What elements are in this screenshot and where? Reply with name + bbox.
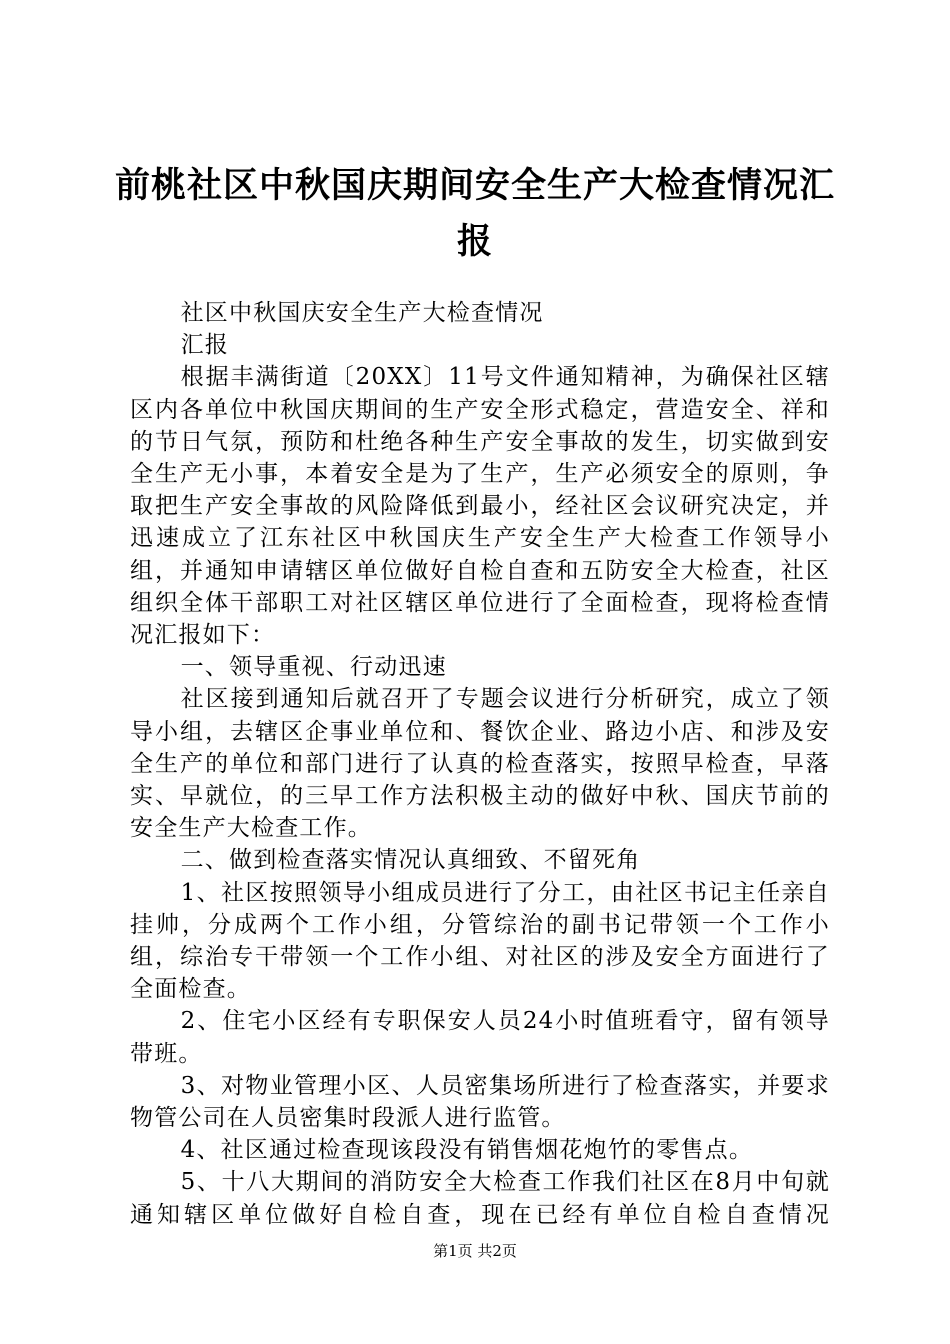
paragraph: 汇报 [180, 332, 229, 359]
section-heading: 二、做到检查落实情况认真细致、不留死角 [180, 847, 641, 874]
list-item: 5、十八大期间的消防安全大检查工作我们社区在8月中旬就通知辖区单位做好自检自查，现在已经有单位自检自查情况 [130, 1169, 830, 1228]
document-title: 前桃社区中秋国庆期间安全生产大检查情况汇报 [114, 165, 835, 262]
page-footer: 第1页 共2页 [433, 1242, 517, 1260]
list-item: 1、社区按照领导小组成员进行了分工，由社区书记主任亲自挂帅，分成两个工作小组，分管综治的副书记带领一个工作小组，综治专干带领一个工作小组、对社区的涉及安全方面进行了全面检查。 [130, 879, 830, 1003]
document-body [130, 297, 830, 1231]
paragraph: 社区接到通知后就召开了专题会议进行分析研究，成立了领导小组，去辖区企事业单位和、餐饮企业、路边小店、和涉及安全生产的单位和部门进行了认真的检查落实，按照早检查，早落实、早就位，的三早工作方法积极主动的做好中秋、国庆节前的安全生产大检查工作。 [130, 686, 830, 842]
list-item: 4、社区通过检查现该段没有销售烟花炮竹的零售点。 [180, 1137, 754, 1164]
list-item: 2、住宅小区经有专职保安人员24小时值班看守，留有领导带班。 [130, 1008, 830, 1067]
section-heading: 一、领导重视、行动迅速 [180, 654, 447, 681]
paragraph: 根据丰满街道〔20XX〕11号文件通知精神，为确保社区辖区内各单位中秋国庆期间的生产安全形式稳定，营造安全、祥和的节日气氛，预防和杜绝各种生产安全事故的发生，切实做到安全生产无小事，本着安全是为了生产，生产必须安全的原则，争取把生产安全事故的风险降低到最小，经社区会议研究决定，并迅速成立了江东社区中秋国庆生产安全生产大检查工作领导小组，并通知申请辖区单位做好自检自查和五防安全大检查，社区组织全体干部职工对社区辖区单位进行了全面检查，现将检查情况汇报如下： [130, 364, 830, 649]
list-item: 3、对物业管理小区、人员密集场所进行了检查落实，并要求物管公司在人员密集时段派人进行监管。 [130, 1072, 830, 1132]
paragraph: 社区中秋国庆安全生产大检查情况 [180, 300, 544, 326]
